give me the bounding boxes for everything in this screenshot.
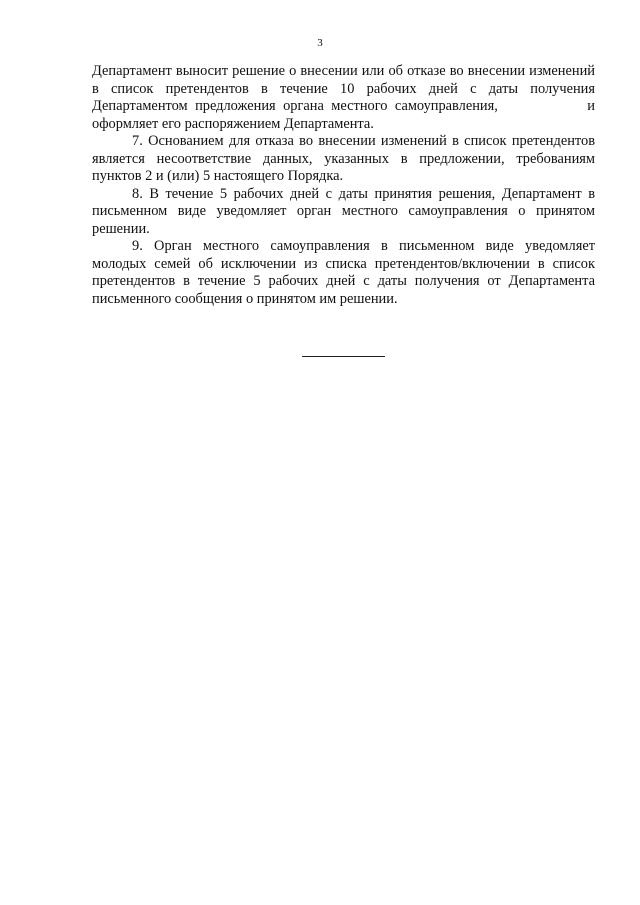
paragraph-continuation-part1: Департамент выносит решение о внесении или об отказе во внесении изменений в список претендентов в течение 10 рабочих дней с даты получения Департаментом предложения органа местного самоуправления, [92,63,595,114]
paragraph-continuation-part2: и оформляет его распоряжением Департамента. [92,98,595,132]
paragraph-8: 8. В течение 5 рабочих дней с даты принятия решения, Департамент в письменном виде уведомляет орган местного самоуправления о принятом решении. [92,185,595,237]
page-number: 3 [317,37,323,49]
paragraph-7: 7. Основанием для отказа во внесении изменений в список претендентов является несоответствие данных, указанных в предложении, требованиям пунктов 2 и (или) 5 настоящего Порядка. [92,133,595,184]
paragraph-continuation [92,63,595,133]
paragraph-9: 9. Орган местного самоуправления в письменном виде уведомляет молодых семей об исключении из списка претендентов/включении в список претендентов в течение 5 рабочих дней с даты получения от Департамента письменного сообщения о принятом им решении. [92,238,595,307]
closing-divider [302,356,385,357]
document-body [92,63,595,308]
